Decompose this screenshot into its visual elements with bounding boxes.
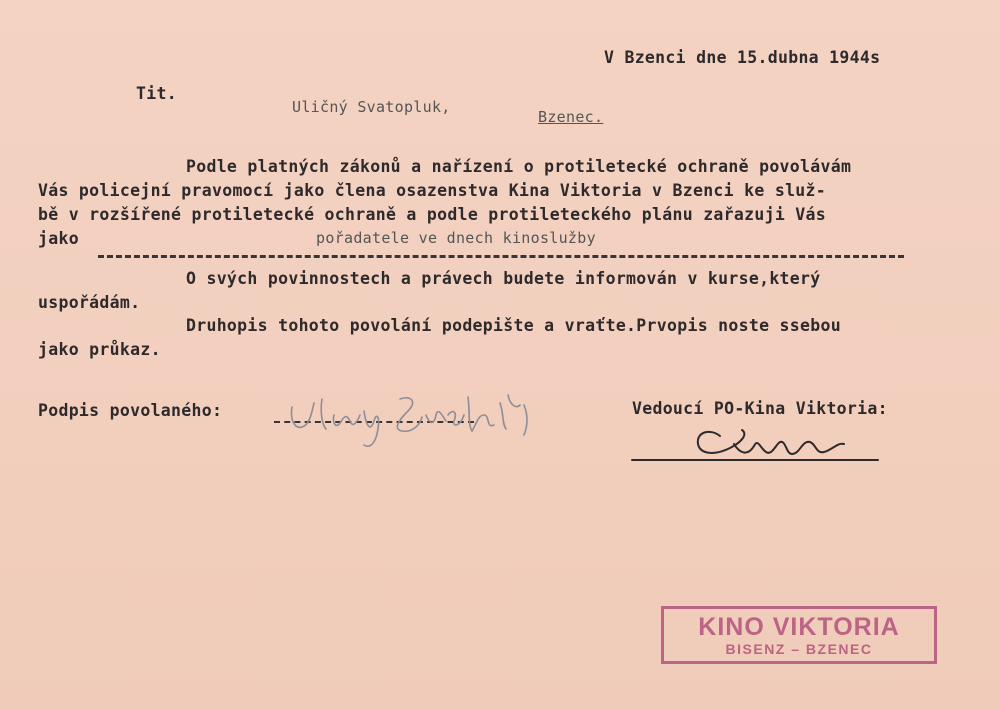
recipient-signature: [280, 385, 560, 465]
paragraph2-line-1: O svých povinnostech a právech budete informován v kurse,který: [186, 269, 821, 288]
body-line-2: Vás policejní pravomocí jako člena osazenstva Kina Viktoria v Bzenci ke služ-: [38, 181, 827, 200]
paragraph3-line-2: jako průkaz.: [38, 340, 161, 359]
leader-signature: [630, 418, 890, 478]
body-line-4: jako: [38, 229, 79, 248]
date-line: V Bzenci dne 15.dubna 1944s: [604, 48, 881, 67]
paragraph3-line-1: Druhopis tohoto povolání podepište a vraťte.Prvopis noste ssebou: [186, 316, 841, 335]
recipient-name: Uličný Svatopluk,: [292, 98, 451, 116]
salutation: Tit.: [136, 84, 177, 103]
role-text: pořadatele ve dnech kinoslužby: [316, 229, 596, 247]
kino-viktoria-stamp: [661, 606, 937, 664]
recipient-town: Bzenec.: [538, 108, 604, 126]
body-line-1: Podle platných zákonů a nařízení o protiletecké ochraně povolávám: [186, 157, 852, 176]
signature-label-left: Podpis povolaného:: [38, 401, 223, 420]
body-line-3: bě v rozšířené protiletecké ochraně a podle protileteckého plánu zařazuji Vás: [38, 205, 827, 224]
signature-label-right: Vedoucí PO-Kina Viktoria:: [632, 399, 888, 418]
stamp-line-2: BISENZ – BZENEC: [725, 641, 873, 657]
stamp-line-1: KINO VIKTORIA: [698, 613, 900, 641]
role-underline: [98, 255, 904, 258]
paragraph2-line-2: uspořádám.: [38, 293, 141, 312]
